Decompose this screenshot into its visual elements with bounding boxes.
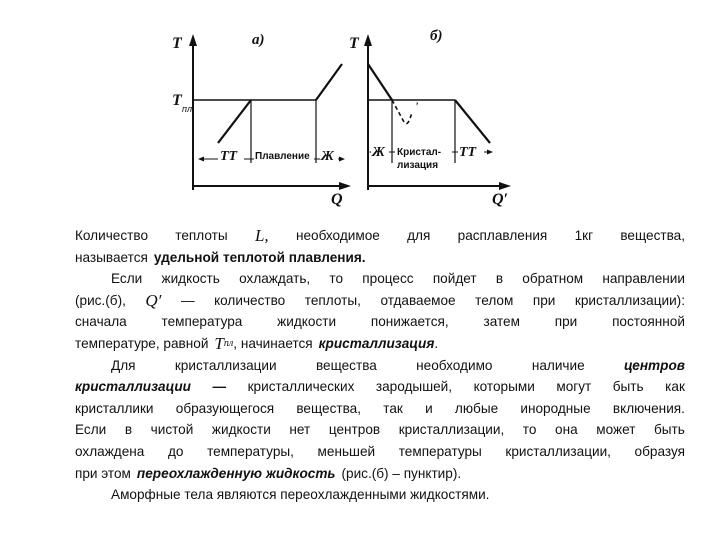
body-text	[75, 225, 685, 506]
p4-line-1	[75, 484, 685, 506]
panel-b-label: б)	[430, 28, 443, 44]
p3-line-3	[75, 398, 685, 420]
word: то	[522, 422, 537, 438]
text-run: при этом	[75, 465, 131, 481]
word: затем	[483, 314, 520, 330]
word: кристаллизации	[174, 357, 277, 373]
word: Если	[111, 271, 143, 287]
word: она	[555, 422, 578, 438]
word: обратном	[522, 271, 584, 287]
panel-a-tmelt-sub: пл	[182, 104, 193, 114]
melting-crystallization-figure	[0, 0, 720, 215]
panel-b-region-solid: ТТ	[459, 145, 477, 160]
p1-line-2	[75, 247, 685, 269]
word: быть	[612, 379, 644, 395]
word: при	[554, 314, 578, 330]
word: зародышей,	[375, 379, 453, 395]
word: при	[532, 292, 556, 308]
panel-b-x-arrow	[499, 182, 511, 190]
word: теплоты,	[304, 292, 361, 308]
term-crystallization: кристаллизация	[318, 335, 435, 351]
word: в	[495, 271, 504, 287]
word: пойдет	[432, 271, 477, 287]
panel-b-region-cryst-2: лизация	[397, 160, 439, 171]
word: —	[180, 292, 195, 308]
panel-a-heating-liquid	[316, 64, 342, 100]
word: центров	[328, 422, 381, 438]
term-heat-of-fusion: удельной теплотой плавления.	[153, 249, 366, 265]
word: могут	[556, 379, 592, 395]
text-run: называется	[75, 249, 148, 265]
word: жидкости	[211, 422, 271, 438]
panel-a	[172, 32, 351, 208]
text-run: температуре, равной	[75, 335, 209, 351]
word: Если	[75, 422, 107, 438]
text-run: (рис.(б) – пунктир).	[341, 465, 462, 481]
word: инородные	[520, 400, 591, 416]
word: Для	[111, 357, 136, 373]
word: может	[596, 422, 636, 438]
word: необходимое	[295, 228, 380, 243]
word: кристаллических	[247, 379, 355, 395]
word: кристаллизации,	[398, 422, 505, 438]
word: охлаждать,	[239, 271, 311, 287]
word: кристаллизации):	[574, 292, 685, 308]
panel-a-y-axis-label: T	[172, 35, 182, 52]
word: Количество	[75, 228, 148, 243]
word: вещества	[315, 357, 377, 373]
p3-line-6	[75, 463, 685, 485]
word: температура	[161, 314, 243, 330]
word: сначала	[75, 314, 127, 330]
p3-line-1	[75, 355, 685, 377]
word: до	[167, 443, 184, 459]
word: и	[425, 400, 433, 416]
word: как	[665, 379, 685, 395]
word: образуя	[634, 443, 685, 459]
panel-a-label: а)	[252, 32, 265, 48]
panel-b-supercooling-dashed	[392, 100, 412, 124]
p2-line-2	[75, 290, 685, 312]
term-supercooled-liquid: переохлажденную жидкость	[136, 465, 336, 481]
word: теплоты	[175, 228, 228, 243]
panel-b-cooling-solid	[455, 100, 490, 143]
word: постоянной	[612, 314, 685, 330]
word: жидкость	[161, 271, 220, 287]
panel-b-prime-mark: '	[415, 99, 419, 113]
symbol-T-sub: пл	[223, 337, 234, 349]
p3-line-5	[75, 441, 685, 463]
text-run: .	[434, 335, 439, 351]
p2-line-4	[75, 333, 685, 355]
word: телом	[475, 292, 514, 308]
panel-a-tmelt-label: T	[172, 92, 182, 109]
word: наличие	[531, 357, 585, 373]
term-crystallization-centers: кристаллизации	[75, 379, 191, 395]
p1-line-1	[75, 225, 685, 247]
symbol-T: T	[214, 333, 224, 353]
word: быть	[654, 422, 685, 438]
word: температуры,	[207, 443, 294, 459]
word: понижается,	[370, 314, 449, 330]
word: расплавления	[457, 228, 548, 243]
word: отдаваемое	[380, 292, 456, 308]
panel-a-region-liquid: Ж	[321, 149, 334, 164]
panel-a-x-axis-label: Q	[331, 191, 343, 208]
panel-b-region-liquid: Ж	[372, 145, 385, 160]
panel-b	[349, 28, 511, 208]
panel-a-region-solid: ТТ	[220, 149, 238, 164]
panel-b-x-axis-label: Q′	[492, 191, 509, 208]
p2-line-1	[75, 268, 685, 290]
panel-a-region-arrowhead-left	[198, 157, 204, 162]
panel-b-y-axis-label: T	[349, 35, 359, 52]
panel-a-y-arrow	[189, 34, 197, 46]
panel-a-region-arrowhead-right	[339, 157, 345, 162]
panel-a-x-arrow	[339, 182, 351, 190]
word: количество	[214, 292, 286, 308]
word: охлаждена	[75, 443, 145, 459]
word: так	[383, 400, 403, 416]
word: кристаллики	[75, 400, 154, 416]
word: образующегося	[175, 400, 275, 416]
word: кристаллизации,	[505, 443, 611, 459]
panel-b-y-arrow	[364, 34, 372, 46]
term-centers: центров	[624, 357, 685, 373]
word: жидкости	[277, 314, 337, 330]
text-run: Аморфные тела являются переохлажденными жидкостями.	[111, 487, 490, 503]
panel-b-region-arrowhead-right	[487, 150, 493, 155]
panel-a-heating-solid	[218, 100, 251, 143]
word: вещества,	[296, 400, 362, 416]
word: в	[124, 422, 133, 438]
word: 1кг	[574, 228, 594, 243]
word: меньшей	[317, 443, 376, 459]
word: чистой	[150, 422, 194, 438]
word: для	[407, 228, 431, 243]
word: процесс	[362, 271, 414, 287]
symbol-L: L,	[254, 226, 269, 245]
word: необходимо	[416, 357, 493, 373]
word: (рис.(б),	[75, 292, 126, 308]
symbol-Q-prime: Q′	[145, 290, 162, 310]
em-dash: —	[212, 379, 227, 395]
panel-a-region-melting: Плавление	[255, 151, 310, 162]
word: температуры	[398, 443, 482, 459]
panel-b-region-cryst-1: Кристал-	[397, 147, 442, 158]
p2-line-3	[75, 311, 685, 333]
word: то	[329, 271, 344, 287]
word: любые	[454, 400, 499, 416]
word: направлении	[602, 271, 685, 287]
p3-line-4	[75, 419, 685, 441]
text-run: , начинается	[233, 335, 313, 351]
word: которыми	[473, 379, 535, 395]
panel-b-cooling-liquid	[368, 64, 392, 100]
word: вещества,	[620, 228, 685, 243]
p3-line-2	[75, 376, 685, 398]
word: включения.	[612, 400, 685, 416]
word: нет	[289, 422, 311, 438]
